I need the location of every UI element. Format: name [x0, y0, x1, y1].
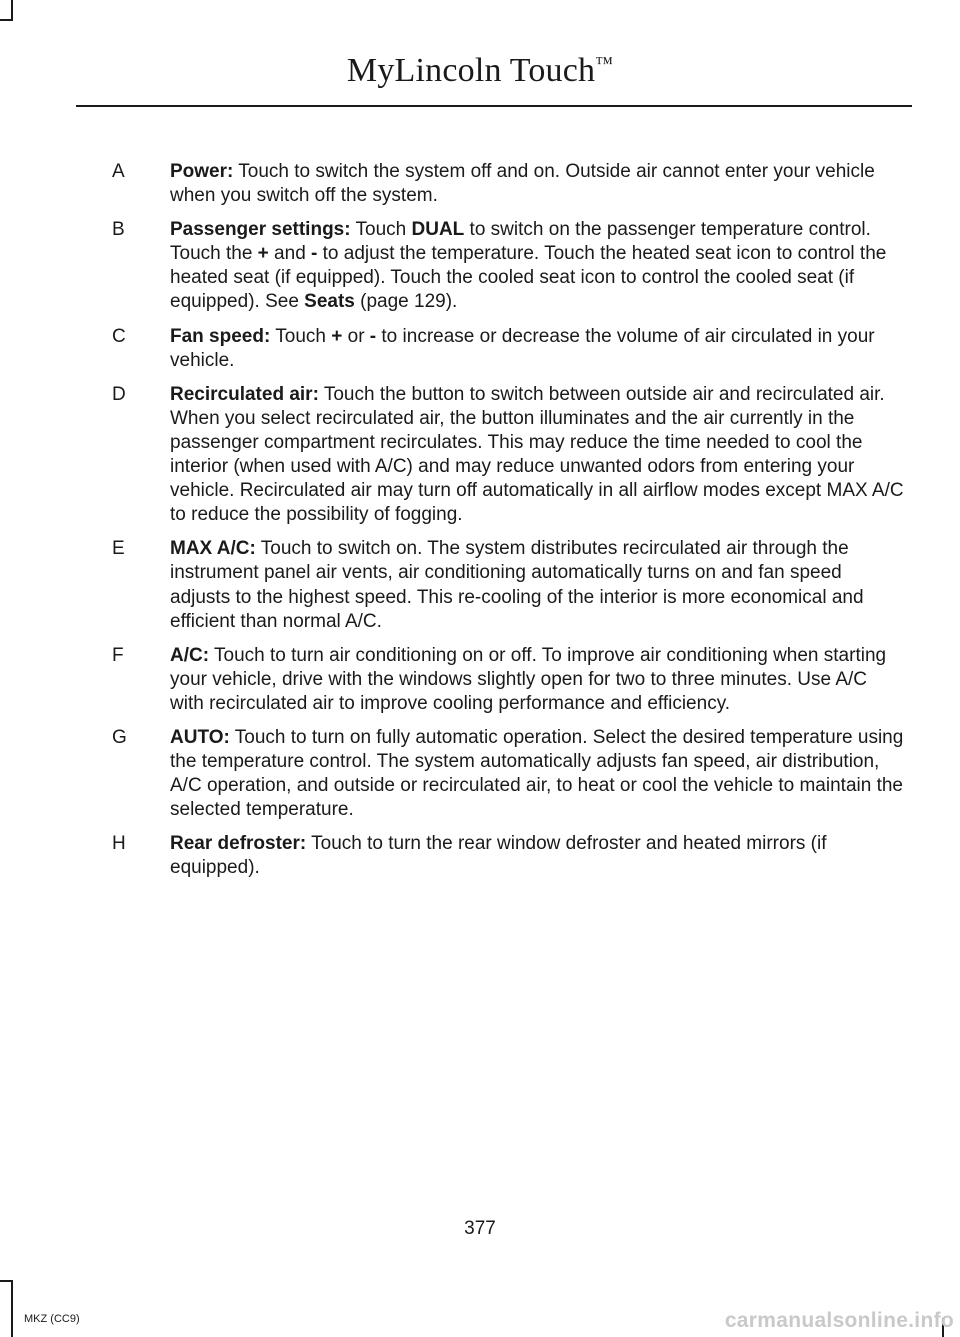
crop-mark-bottom-left-h — [0, 1280, 13, 1282]
item-letter: F — [112, 644, 124, 666]
legend-item-f — [112, 644, 904, 716]
page-title: MyLincoln Touch™ — [346, 52, 614, 89]
text-run: Touch to switch the system off and on. Outside air cannot enter your vehicle when you switch off the system. — [170, 161, 875, 207]
legend-item-d — [112, 383, 904, 528]
item-description — [170, 383, 904, 528]
legend-item-a — [112, 160, 904, 208]
bold-term: DUAL — [411, 219, 465, 241]
text-run: Touch — [270, 325, 332, 347]
item-description — [170, 325, 904, 373]
item-letter: D — [112, 383, 126, 405]
legend-item-h — [112, 832, 904, 880]
crop-mark-top-left-h — [0, 19, 13, 21]
item-description — [170, 218, 904, 314]
text-run: Touch to switch on. The system distributes recirculated air through the instrument panel air vents, air conditioning automatically turns on and fan speed adjusts to the highest speed. This re-cooling of the interior is more economical and efficient than normal A/C. — [170, 538, 864, 632]
text-run: to increase or decrease the volume of air circulated in your vehicle. — [170, 325, 875, 371]
bold-term: Rear defroster: — [170, 833, 307, 855]
watermark: carmanualsonline.info — [724, 1309, 954, 1332]
bold-term: + — [331, 325, 343, 347]
legend-item-g — [112, 726, 904, 822]
text-run: and — [268, 243, 312, 265]
item-description — [170, 832, 904, 880]
item-description — [170, 160, 904, 208]
item-letter: C — [112, 325, 126, 347]
bold-term: AUTO: — [170, 726, 230, 748]
bold-term: A/C: — [170, 644, 210, 666]
bold-term: Fan speed: — [170, 325, 271, 347]
header-rule — [76, 105, 912, 107]
bold-term: - — [369, 325, 377, 347]
bold-term: + — [257, 243, 269, 265]
item-list — [112, 160, 904, 891]
item-letter: B — [112, 219, 125, 241]
legend-item-b — [112, 218, 904, 314]
item-letter: A — [112, 161, 125, 182]
trademark-symbol: ™ — [595, 53, 614, 73]
text-run: or — [342, 325, 370, 347]
crop-mark-bottom-left-v — [11, 1280, 13, 1337]
item-description — [170, 644, 904, 716]
item-description — [170, 537, 904, 633]
text-run: Touch — [350, 219, 412, 241]
legend-item-e — [112, 537, 904, 633]
text-run: to switch on the passenger temperature control. Touch the — [170, 219, 871, 265]
crop-mark-top-left-v — [11, 0, 13, 20]
item-letter: E — [112, 538, 125, 560]
text-run: Touch to turn on fully automatic operation. Select the desired temperature using the temperature control. The system automatically adjusts fan speed, air distribution, A/C operation, and outside or recirculated air, to heat or cool the vehicle to maintain the selected temperature. — [170, 726, 904, 821]
bold-term: MAX A/C: — [170, 538, 256, 560]
item-letter: G — [112, 726, 127, 748]
legend-item-c — [112, 325, 904, 373]
page-number: 377 — [464, 1218, 496, 1239]
bold-term: - — [311, 243, 318, 265]
bold-term: Power: — [170, 161, 234, 182]
text-run: Touch the button to switch between outside air and recirculated air. When you select recirculated air, the button illuminates and the air currently in the passenger compartment recirculates. This may reduce the time needed to cool the interior (when used with A/C) and may reduce unwanted odors from entering your vehicle. Recirculated air may turn off automatically in all airflow modes except MAX A/C to reduce the possibility of fogging. — [170, 383, 904, 526]
text-run: to adjust the temperature. Touch the heated seat icon to control the heated seat (if equipped). Touch the cooled seat icon to control the cooled seat (if equipped). See — [170, 243, 887, 313]
text-run: Touch to turn air conditioning on or off. To improve air conditioning when starting your vehicle, drive with the windows slightly open for two to three minutes. Use A/C with recirculated air to improve cooling performance and efficiency. — [170, 644, 887, 714]
text-run: (page 129). — [354, 291, 458, 313]
text-run: Touch to turn the rear window defroster and heated mirrors (if equipped). — [170, 833, 827, 879]
bold-term: Recirculated air: — [170, 383, 319, 405]
item-description — [170, 726, 904, 822]
bold-term: Passenger settings: — [170, 219, 351, 241]
item-letter: H — [112, 833, 126, 855]
bold-term: Seats — [304, 291, 355, 313]
model-code: MKZ (CC9) — [24, 1313, 80, 1325]
